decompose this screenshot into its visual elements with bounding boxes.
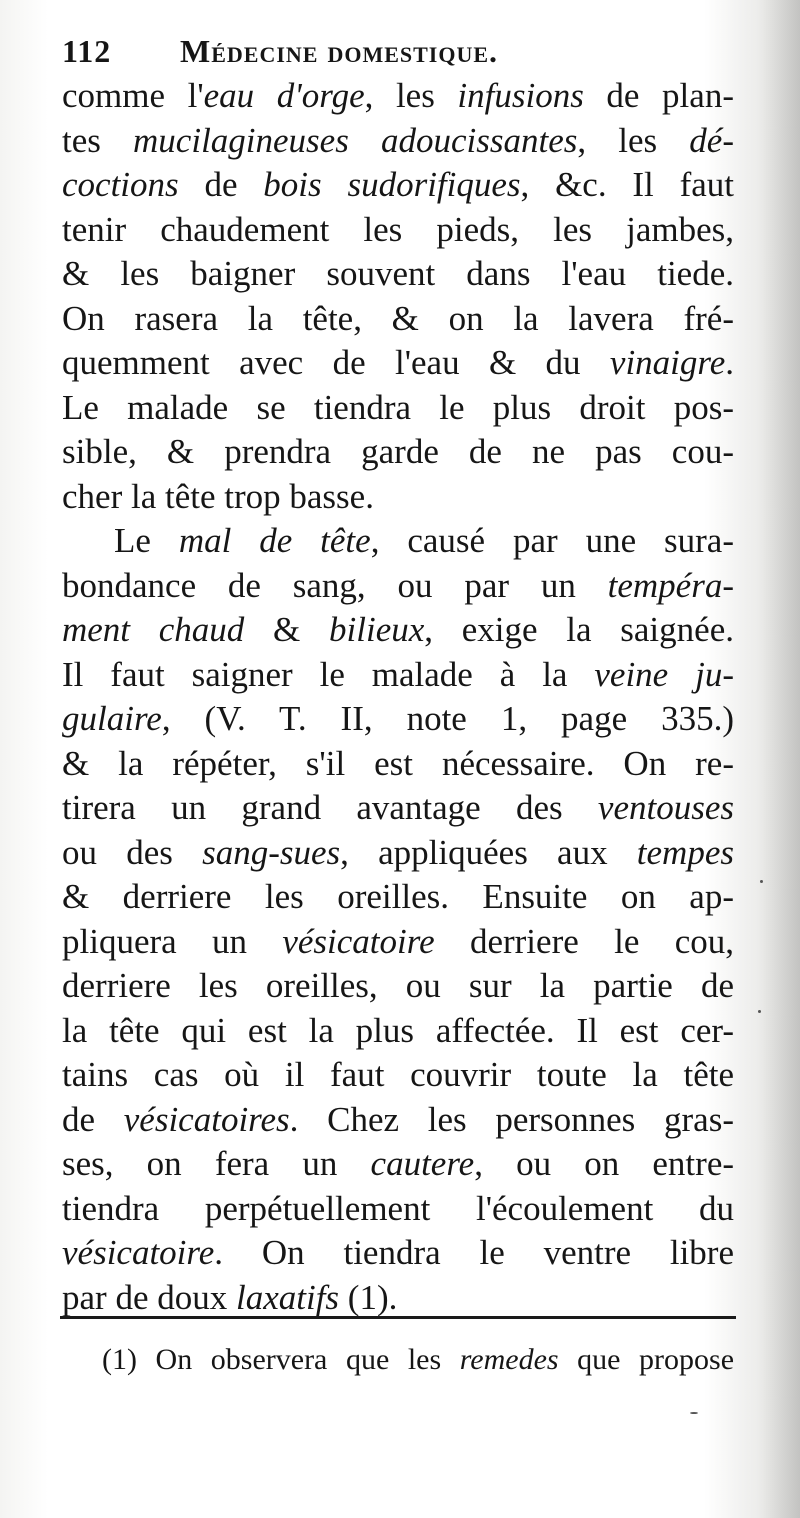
text-line bbox=[62, 1053, 734, 1098]
text-segment: cher la tête trop basse. bbox=[62, 476, 374, 516]
text-segment: de bbox=[178, 165, 264, 204]
text-segment: pliquera un bbox=[62, 921, 283, 961]
italic-text: eau d'orge bbox=[203, 76, 365, 115]
body-text bbox=[62, 74, 734, 1320]
italic-text: gulaire bbox=[62, 699, 162, 738]
text-line bbox=[62, 119, 734, 164]
text-line bbox=[62, 920, 734, 965]
footnote bbox=[102, 1338, 734, 1382]
text-segment: ses, on fera un bbox=[62, 1144, 371, 1183]
text-line bbox=[62, 1098, 734, 1143]
page-header bbox=[62, 28, 742, 74]
italic-text: mal de tête bbox=[178, 521, 371, 560]
text-segment: par de doux bbox=[62, 1277, 236, 1317]
text-line bbox=[62, 386, 734, 431]
text-line bbox=[62, 1231, 734, 1276]
text-line bbox=[62, 831, 734, 876]
text-line bbox=[62, 697, 734, 742]
text-segment: tes bbox=[62, 120, 134, 160]
text-line bbox=[62, 653, 734, 698]
text-line bbox=[62, 1142, 734, 1187]
text-line bbox=[62, 252, 734, 297]
text-line bbox=[62, 519, 734, 564]
italic-text: veine ju- bbox=[594, 654, 734, 694]
ink-speck bbox=[760, 880, 763, 883]
text-line bbox=[62, 208, 734, 253]
italic-text: cautere bbox=[370, 1144, 475, 1183]
text-line bbox=[62, 297, 734, 342]
italic-text: ment chaud bbox=[62, 610, 245, 649]
ink-speck bbox=[758, 1010, 761, 1013]
text-segment: , les bbox=[364, 76, 458, 115]
ink-speck bbox=[690, 1412, 698, 1414]
text-line bbox=[62, 564, 734, 609]
text-segment: derriere le cou, bbox=[434, 921, 734, 961]
italic-text: bois sudorifiques bbox=[263, 165, 521, 204]
italic-text: sang-sues bbox=[202, 832, 341, 872]
italic-text: coctions bbox=[62, 165, 179, 204]
italic-text: vésicatoire bbox=[62, 1233, 215, 1272]
text-line bbox=[62, 786, 734, 831]
text-segment: (1). bbox=[339, 1277, 398, 1317]
text-segment: On rasera la tête, & on la lavera fré- bbox=[62, 298, 734, 338]
text-segment: (1) On observera que les bbox=[102, 1343, 460, 1376]
italic-text: dé- bbox=[689, 120, 734, 160]
text-segment: & les baigner souvent dans l'eau tiede. bbox=[62, 254, 734, 293]
text-segment: derriere les oreilles, ou sur la partie de bbox=[62, 966, 734, 1005]
text-line bbox=[62, 163, 734, 208]
text-segment: que propose bbox=[558, 1343, 735, 1376]
text-segment: comme l' bbox=[62, 76, 204, 115]
text-line bbox=[62, 430, 734, 475]
italic-text: vésicatoires bbox=[123, 1099, 290, 1139]
text-segment: la tête qui est la plus affectée. Il est cer- bbox=[62, 1010, 734, 1050]
italic-text: laxatifs bbox=[235, 1277, 340, 1317]
italic-text: infusions bbox=[457, 76, 584, 115]
page-number: 112 bbox=[62, 33, 112, 69]
italic-text: tempéra- bbox=[607, 565, 734, 605]
text-segment: tenir chaudement les pieds, les jambes, bbox=[62, 209, 734, 249]
text-segment: tiendra perpétuellement l'écoulement du bbox=[62, 1188, 734, 1228]
text-line bbox=[62, 1187, 734, 1232]
text-segment: Le malade se tiendra le plus droit pos- bbox=[62, 387, 734, 427]
text-segment: , les bbox=[577, 120, 690, 160]
text-segment: , ou on entre- bbox=[474, 1144, 735, 1183]
italic-text: ventouses bbox=[597, 788, 734, 827]
text-segment: quemment avec de l'eau & du bbox=[62, 343, 610, 382]
text-segment: . Chez les personnes gras- bbox=[289, 1099, 734, 1139]
text-line bbox=[62, 475, 734, 520]
footnote-rule bbox=[60, 1316, 736, 1319]
text-segment: de plan- bbox=[583, 76, 734, 115]
text-segment: , (V. T. II, note 1, page 335.) bbox=[161, 699, 734, 738]
text-segment: & derriere les oreilles. Ensuite on ap- bbox=[62, 877, 734, 916]
italic-text: mucilagineuses adoucissantes bbox=[133, 120, 578, 160]
italic-text: remedes bbox=[459, 1343, 559, 1376]
text-segment: , &c. Il faut bbox=[520, 165, 734, 204]
text-line bbox=[62, 742, 734, 787]
text-line bbox=[62, 1276, 734, 1321]
text-segment: sible, & prendra garde de ne pas cou- bbox=[62, 432, 734, 471]
text-segment: tains cas où il faut couvrir toute la tête bbox=[62, 1055, 734, 1094]
text-segment: Le bbox=[114, 521, 179, 560]
running-title: Médecine domestique. bbox=[180, 33, 499, 69]
text-segment: , appliquées aux bbox=[340, 832, 637, 872]
text-line bbox=[62, 1009, 734, 1054]
text-segment: & la répéter, s'il est nécessaire. On re- bbox=[62, 743, 734, 783]
text-line bbox=[62, 74, 734, 119]
text-segment: de bbox=[62, 1099, 124, 1139]
text-segment: & bbox=[244, 610, 330, 649]
italic-text: vinaigre bbox=[609, 343, 726, 382]
text-segment: tirera un grand avantage des bbox=[62, 788, 598, 827]
text-line bbox=[62, 964, 734, 1009]
italic-text: vésicatoire bbox=[282, 921, 435, 961]
page-edge-shadow bbox=[758, 0, 800, 1518]
text-segment: . bbox=[725, 343, 734, 382]
italic-text: tempes bbox=[636, 832, 734, 872]
text-segment: . On tiendra le ventre libre bbox=[214, 1233, 734, 1272]
text-segment: ou des bbox=[62, 832, 203, 872]
text-segment: Il faut saigner le malade à la bbox=[62, 654, 595, 694]
text-segment: , causé par une sura- bbox=[370, 521, 734, 560]
text-line bbox=[62, 341, 734, 386]
text-segment: , exige la saignée. bbox=[424, 610, 734, 649]
text-line bbox=[62, 875, 734, 920]
text-line bbox=[62, 608, 734, 653]
text-segment: bondance de sang, ou par un bbox=[62, 565, 608, 605]
italic-text: bilieux bbox=[329, 610, 425, 649]
